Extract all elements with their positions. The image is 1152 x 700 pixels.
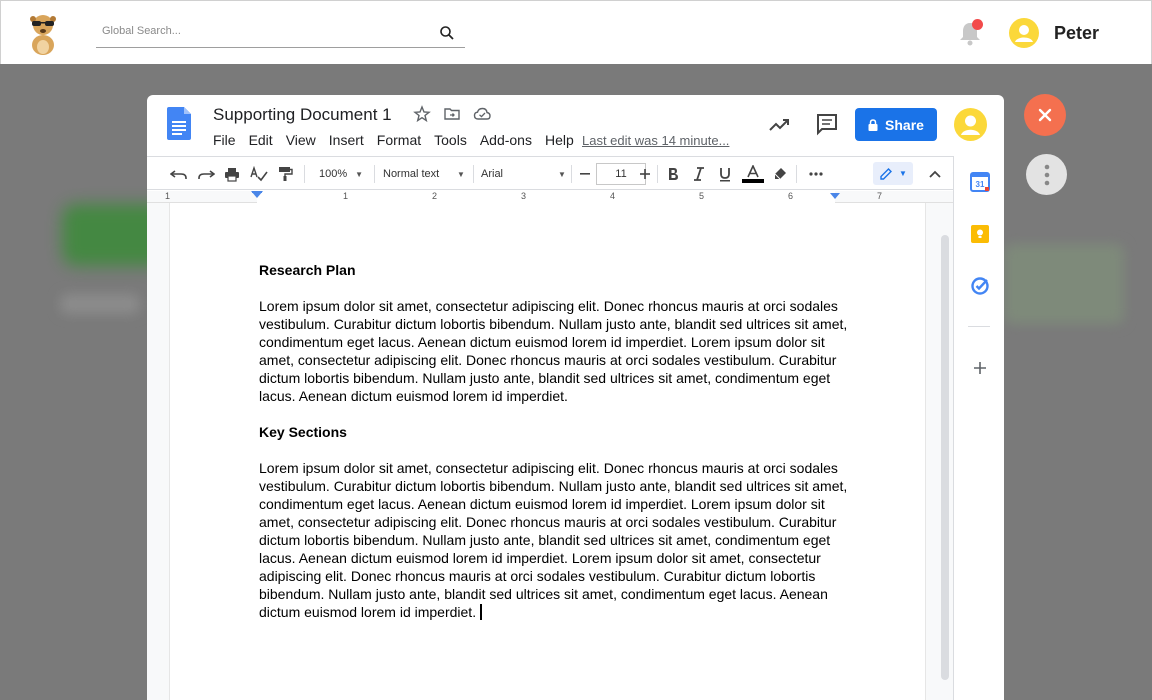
formatting-toolbar bbox=[147, 156, 953, 190]
last-edit-link[interactable]: Last edit was 14 minute... bbox=[582, 133, 730, 148]
side-panel-divider bbox=[968, 326, 990, 327]
background-text bbox=[60, 294, 140, 314]
spellcheck-icon[interactable] bbox=[249, 164, 269, 184]
increase-font-size-button[interactable] bbox=[637, 164, 653, 184]
editing-mode-dropdown[interactable] bbox=[873, 162, 913, 185]
collapse-chevron-up-icon[interactable] bbox=[925, 164, 945, 184]
search-input[interactable] bbox=[102, 25, 422, 37]
chevron-down-icon: ▼ bbox=[355, 169, 364, 179]
calendar-icon[interactable] bbox=[970, 172, 990, 192]
toolbar-divider bbox=[473, 165, 474, 183]
search-icon[interactable] bbox=[439, 25, 455, 41]
ruler-label: 5 bbox=[699, 191, 705, 201]
lock-icon bbox=[868, 119, 878, 131]
star-icon[interactable] bbox=[413, 105, 431, 123]
activity-trend-icon[interactable] bbox=[767, 113, 791, 137]
menu-file[interactable]: File bbox=[213, 132, 236, 148]
font-family-dropdown[interactable] bbox=[481, 164, 567, 184]
paragraph-text[interactable]: Lorem ipsum dolor sit amet, consectetur adipiscing elit. Donec rhoncus mauris at orci sodales vestibulum. Curabitur dictum lobortis bibendum. Nullam justo ante, blandit sed ultrices sit amet, condimentum eget lacus. Aenean dictum euismod lorem id imperdiet. Lorem ipsum dolor sit amet, consectetur adipiscing elit. Donec rhoncus mauris at orci sodales vestibulum. Curabitur dictum lobortis bibendum. Nullam justo ante, blandit sed ultrices sit amet, condimentum eget lacus. Aenean dictum euismod lorem id imperdiet. Lorem ipsum dolor sit amet, consectetur adipiscing elit. Donec rhoncus mauris at orci sodales vestibulum. Curabitur dictum lobortis bibendum. Nullam justo ante, blandit sed ultrices sit amet, condimentum eget lacus. Aenean dictum euismod lorem id imperdiet. bbox=[259, 460, 848, 620]
side-panel bbox=[953, 156, 1004, 700]
docs-modal bbox=[147, 95, 1004, 700]
paragraph-research-plan[interactable]: Lorem ipsum dolor sit amet, consectetur adipiscing elit. Donec rhoncus mauris at orci sodales vestibulum. Curabitur dictum lobortis bibendum. Nullam justo ante, blandit sed ultrices sit amet, condimentum eget lacus. Aenean dictum euismod lorem id imperdiet. Lorem ipsum dolor sit amet, consectetur adipiscing elit. Donec rhoncus mauris at orci sodales vestibulum. Curabitur dictum lobortis bibendum. Nullam justo ante, blandit sed ultrices sit amet, condimentum eget lacus. Aenean dictum euismod lorem id imperdiet. bbox=[259, 298, 848, 404]
decrease-font-size-button[interactable] bbox=[577, 164, 593, 184]
ruler-label: 6 bbox=[788, 191, 794, 201]
share-button[interactable] bbox=[855, 108, 937, 141]
tasks-icon[interactable] bbox=[970, 276, 990, 296]
text-color-icon[interactable] bbox=[741, 164, 765, 184]
ruler-label: 2 bbox=[432, 191, 438, 201]
document-title[interactable]: Supporting Document 1 bbox=[213, 105, 392, 124]
paragraph-style-dropdown[interactable] bbox=[383, 164, 469, 184]
more-options-button[interactable] bbox=[1026, 154, 1067, 195]
chevron-down-icon: ▼ bbox=[558, 169, 566, 179]
document-canvas bbox=[147, 203, 953, 700]
comment-icon[interactable] bbox=[815, 112, 839, 136]
menu-add-ons[interactable]: Add-ons bbox=[479, 132, 532, 148]
keep-icon[interactable] bbox=[970, 224, 990, 244]
undo-icon[interactable] bbox=[169, 164, 189, 184]
italic-icon[interactable] bbox=[689, 164, 709, 184]
font-size-input[interactable]: 11 bbox=[596, 163, 646, 185]
menu-format[interactable]: Format bbox=[376, 132, 422, 148]
close-button[interactable] bbox=[1024, 94, 1066, 136]
zoom-dropdown[interactable] bbox=[315, 164, 367, 184]
paragraph-key-sections[interactable] bbox=[259, 459, 849, 621]
calendar-day: 31 bbox=[975, 180, 985, 189]
toolbar-divider bbox=[374, 165, 375, 183]
vertical-scrollbar[interactable] bbox=[941, 235, 949, 680]
pencil-icon bbox=[879, 167, 893, 181]
menu-tools[interactable]: Tools bbox=[434, 132, 467, 148]
meerkat-logo[interactable] bbox=[25, 11, 61, 55]
toolbar-divider bbox=[304, 165, 305, 183]
menu-edit[interactable]: Edit bbox=[248, 132, 273, 148]
global-search[interactable] bbox=[96, 19, 465, 48]
ruler-label: 1 bbox=[165, 191, 171, 201]
doc-user-avatar[interactable] bbox=[954, 108, 987, 141]
text-cursor bbox=[480, 604, 482, 620]
ruler-label: 4 bbox=[610, 191, 616, 201]
highlight-icon[interactable] bbox=[770, 164, 790, 184]
cloud-status-icon[interactable] bbox=[473, 105, 491, 123]
share-label: Share bbox=[885, 116, 924, 133]
bold-icon[interactable] bbox=[663, 164, 683, 184]
toolbar-divider bbox=[571, 165, 572, 183]
ruler-label: 1 bbox=[343, 191, 349, 201]
more-vertical-icon bbox=[1044, 164, 1050, 186]
document-page[interactable] bbox=[169, 203, 926, 700]
user-name[interactable]: Peter bbox=[1054, 23, 1100, 43]
menu-help[interactable]: Help bbox=[544, 132, 574, 148]
paragraph-style-value: Normal text bbox=[383, 168, 440, 180]
document-body[interactable] bbox=[259, 261, 849, 639]
ruler[interactable] bbox=[147, 191, 953, 203]
paint-format-icon[interactable] bbox=[275, 164, 295, 184]
redo-icon[interactable] bbox=[196, 164, 216, 184]
docs-menubar bbox=[213, 132, 587, 148]
toolbar-divider bbox=[657, 165, 658, 183]
zoom-value: 100% bbox=[318, 168, 348, 180]
heading-research-plan[interactable]: Research Plan bbox=[259, 262, 356, 278]
menu-view[interactable]: View bbox=[285, 132, 316, 148]
font-family-value: Arial bbox=[481, 168, 504, 180]
ruler-label: 3 bbox=[521, 191, 527, 201]
close-icon bbox=[1038, 108, 1052, 122]
user-avatar[interactable] bbox=[1009, 18, 1039, 48]
ruler-label: 7 bbox=[877, 191, 883, 201]
title-actions bbox=[413, 105, 491, 123]
menu-insert[interactable]: Insert bbox=[328, 132, 364, 148]
app-header bbox=[0, 0, 1152, 64]
chevron-down-icon: ▼ bbox=[899, 169, 907, 178]
print-icon[interactable] bbox=[222, 164, 242, 184]
chevron-down-icon: ▼ bbox=[457, 169, 465, 179]
docs-logo-icon[interactable] bbox=[167, 107, 191, 140]
background-card bbox=[1004, 244, 1124, 324]
first-line-indent-marker[interactable] bbox=[252, 191, 262, 193]
more-horizontal-icon[interactable] bbox=[805, 164, 827, 184]
toolbar-divider bbox=[796, 165, 797, 183]
underline-icon[interactable] bbox=[715, 164, 735, 184]
notification-badge bbox=[972, 19, 983, 30]
add-addon-icon[interactable] bbox=[970, 358, 990, 378]
right-indent-marker[interactable] bbox=[830, 193, 840, 199]
move-folder-icon[interactable] bbox=[443, 105, 461, 123]
heading-key-sections[interactable]: Key Sections bbox=[259, 424, 347, 440]
